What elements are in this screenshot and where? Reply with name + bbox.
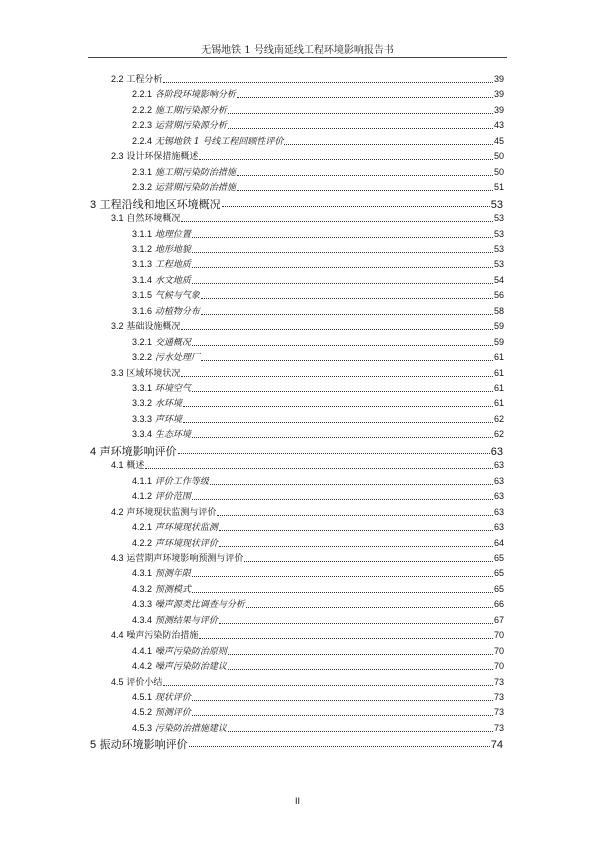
toc-leader-dots	[228, 128, 493, 129]
toc-entry-text: 交通概况	[154, 337, 191, 348]
toc-entry-2-3-1[interactable]	[132, 165, 504, 179]
toc-entry-number: 4.1.2	[132, 491, 153, 502]
toc-entry-4-2-2[interactable]	[132, 536, 504, 550]
page-header: 无锡地铁 1 号线南延线工程环境影响报告书	[201, 45, 394, 56]
toc-entry-number: 4.1.1	[132, 475, 153, 486]
toc-entry-4-3-4[interactable]	[132, 613, 504, 627]
toc-entry-page: 39	[493, 89, 504, 100]
toc-entry-3[interactable]	[90, 196, 503, 210]
toc-entry-4[interactable]	[90, 443, 503, 457]
toc-leader-dots	[192, 499, 493, 500]
toc-entry-3-1-6[interactable]	[132, 304, 504, 318]
toc-entry-3-3-1[interactable]	[132, 381, 504, 395]
toc-entry-4-4-1[interactable]	[132, 644, 504, 658]
toc-entry-title	[132, 566, 191, 579]
toc-entry-page: 53	[493, 213, 504, 224]
toc-entry-page: 53	[493, 228, 504, 239]
toc-entry-3-2-2[interactable]	[132, 350, 504, 364]
toc-entry-text: 声环境现状监测	[154, 523, 218, 534]
toc-entry-number: 3.1.2	[132, 243, 153, 254]
toc-entry-text: 工程地质	[154, 260, 191, 271]
toc-entry-3-3-2[interactable]	[132, 396, 504, 410]
toc-leader-dots	[181, 329, 493, 330]
toc-entry-text: 预测年限	[154, 569, 191, 580]
toc-entry-page: 59	[493, 321, 504, 332]
toc-entry-4-3-3[interactable]	[132, 597, 504, 611]
toc-entry-title	[111, 366, 180, 379]
toc-entry-number: 3.2	[111, 321, 124, 332]
toc-entry-2-3-2[interactable]	[132, 180, 504, 194]
toc-entry-title	[132, 474, 209, 487]
toc-entry-4-5[interactable]	[111, 675, 504, 689]
toc-entry-page: 61	[493, 383, 504, 393]
toc-entry-number: 4.2.1	[132, 522, 153, 533]
toc-leader-dots	[210, 484, 493, 485]
toc-entry-2-2-1[interactable]	[132, 87, 504, 101]
toc-entry-page: 39	[493, 104, 504, 115]
toc-entry-text: 声环境现状监测与评价	[126, 507, 217, 518]
toc-entry-number: 4	[90, 445, 97, 457]
toc-entry-4-2[interactable]	[111, 505, 504, 519]
toc-entry-number: 4.5.1	[132, 692, 153, 702]
toc-entry-title	[132, 180, 236, 193]
toc-leader-dots	[237, 97, 493, 98]
toc-entry-text: 预测结果与评价	[154, 615, 218, 626]
toc-entry-page: 63	[493, 475, 504, 486]
toc-entry-text: 区域环境状况	[126, 368, 181, 379]
toc-entry-number: 3	[90, 198, 97, 210]
toc-entry-3-3-4[interactable]	[132, 427, 504, 441]
toc-entry-page: 70	[493, 630, 504, 641]
toc-entry-page: 50	[493, 166, 504, 177]
toc-leader-dots	[237, 175, 493, 176]
toc-entry-title	[132, 350, 200, 363]
toc-entry-text: 地形地貌	[154, 244, 191, 255]
toc-entry-page: 70	[493, 661, 504, 672]
toc-entry-number: 4.4	[111, 630, 124, 641]
toc-entry-page: 39	[493, 74, 504, 84]
toc-entry-3-1-4[interactable]	[132, 273, 504, 287]
toc-entry-2-2-2[interactable]	[132, 103, 504, 117]
toc-entry-page: 63	[490, 445, 503, 457]
toc-entry-text: 气候与气象	[154, 291, 200, 302]
toc-entry-title	[132, 165, 236, 178]
toc-leader-dots	[222, 206, 490, 207]
toc-entry-number: 4.5.3	[132, 722, 153, 733]
toc-entry-4-3-2[interactable]	[132, 582, 504, 596]
toc-entry-3-1-1[interactable]	[132, 227, 504, 241]
toc-entry-text: 施工期污染防治措施	[154, 167, 236, 178]
toc-entry-number: 3.1.6	[132, 305, 153, 316]
toc-entry-4-4[interactable]	[111, 628, 504, 642]
toc-entry-title	[132, 227, 191, 240]
toc-entry-2-2[interactable]	[111, 72, 504, 86]
toc-leader-dots	[201, 298, 493, 299]
toc-entry-number: 4.2	[111, 506, 124, 517]
toc-leader-dots	[192, 252, 493, 253]
toc-entry-3-1[interactable]	[111, 211, 504, 225]
toc-entry-page: 51	[493, 182, 504, 193]
toc-entry-4-2-1[interactable]	[132, 520, 504, 534]
toc-entry-title	[111, 675, 162, 688]
toc-entry-text: 污水处理厂	[154, 353, 200, 364]
toc-entry-title	[111, 72, 162, 85]
toc-entry-text: 现状评价	[154, 693, 191, 703]
toc-entry-number: 3.1	[111, 213, 124, 224]
toc-entry-text: 噪声污染防治建议	[154, 662, 227, 673]
toc-leader-dots	[192, 437, 493, 438]
toc-leader-dots	[237, 190, 493, 191]
toc-entry-number: 3.1.1	[132, 228, 153, 239]
toc-entry-title	[111, 319, 180, 332]
toc-entry-page: 64	[493, 537, 504, 548]
toc-entry-text: 概述	[126, 461, 145, 472]
toc-entry-4-1-2[interactable]	[132, 489, 504, 503]
toc-entry-text: 评价工作等级	[154, 476, 209, 487]
toc-entry-number: 4.3.3	[132, 599, 153, 610]
toc-entry-title	[111, 149, 198, 162]
toc-leader-dots	[192, 345, 493, 346]
toc-entry-3-1-2[interactable]	[132, 242, 504, 256]
toc-entry-page: 45	[493, 135, 504, 146]
toc-entry-text: 运营期污染源分析	[154, 121, 227, 132]
toc-entry-title	[132, 134, 283, 147]
toc-leader-dots	[244, 561, 493, 562]
toc-entry-number: 2.2.3	[132, 120, 153, 131]
toc-leader-dots	[181, 376, 493, 377]
toc-entry-title	[132, 242, 191, 255]
toc-entry-page: 62	[493, 413, 504, 424]
toc-entry-text: 噪声污染防治原则	[154, 646, 227, 657]
toc-leader-dots	[228, 669, 493, 670]
toc-leader-dots	[219, 546, 493, 547]
toc-entry-title	[90, 443, 177, 457]
toc-entry-page: 65	[493, 552, 504, 563]
toc-entry-text: 噪声源类比调查与分析	[154, 600, 245, 611]
toc-entry-title	[132, 257, 191, 270]
toc-entry-title	[132, 273, 191, 286]
toc-entry-2-2-4[interactable]	[132, 134, 504, 148]
toc-entry-title	[132, 412, 182, 425]
toc-leader-dots	[189, 746, 490, 747]
toc-entry-text: 评价范围	[154, 492, 191, 503]
toc-entry-number: 3.1.4	[132, 274, 153, 285]
toc-entry-title	[111, 551, 243, 564]
toc-entry-title	[132, 304, 200, 317]
toc-entry-4-3-1[interactable]	[132, 566, 504, 580]
toc-entry-number: 4.2.2	[132, 537, 153, 548]
toc-leader-dots	[199, 159, 493, 160]
toc-leader-dots	[228, 113, 493, 114]
toc-entry-3-1-5[interactable]	[132, 288, 504, 302]
toc-leader-dots	[181, 221, 493, 222]
header-rule	[88, 57, 507, 58]
toc-entry-title	[132, 690, 191, 703]
toc-entry-title	[132, 721, 227, 734]
toc-leader-dots	[192, 715, 493, 716]
toc-entry-title	[132, 536, 218, 549]
toc-entry-number: 4.1	[111, 460, 124, 471]
toc-entry-page: 63	[493, 460, 504, 471]
toc-entry-text: 设计环保措施概述	[126, 152, 199, 163]
toc-entry-number: 3.3	[111, 367, 124, 378]
toc-entry-title	[132, 705, 191, 718]
toc-entry-text: 水文地质	[154, 275, 191, 286]
toc-entry-text: 运营期污染防治措施	[154, 183, 236, 194]
toc-entry-number: 2.3.1	[132, 166, 153, 177]
toc-entry-page: 53	[493, 259, 504, 270]
toc-entry-text: 工程分析	[126, 75, 163, 85]
toc-entry-title	[132, 396, 182, 409]
toc-leader-dots	[192, 283, 493, 284]
toc-leader-dots	[178, 453, 490, 454]
toc-entry-number: 4.5.2	[132, 707, 153, 718]
toc-entry-2-2-3[interactable]	[132, 118, 504, 132]
toc-entry-page: 58	[493, 305, 504, 316]
toc-entry-text: 水环境	[154, 399, 182, 410]
toc-entry-title	[111, 505, 216, 518]
toc-entry-number: 3.1.5	[132, 290, 153, 301]
toc-entry-3-2-1[interactable]	[132, 335, 504, 349]
toc-entry-page: 65	[493, 568, 504, 579]
toc-entry-page: 70	[493, 645, 504, 656]
toc-entry-page: 63	[493, 506, 504, 517]
toc-entry-number: 4.4.1	[132, 645, 153, 656]
toc-entry-4-1-1[interactable]	[132, 474, 504, 488]
toc-entry-text: 动植物分布	[154, 306, 200, 317]
toc-entry-number: 3.1.3	[132, 259, 153, 270]
toc-leader-dots	[228, 654, 493, 655]
toc-entry-page: 61	[493, 398, 504, 409]
toc-entry-number: 2.2.4	[132, 135, 153, 146]
toc-entry-text: 工程沿线和地区环境概况	[99, 197, 221, 210]
toc-entry-number: 3.3.3	[132, 413, 153, 424]
toc-entry-text: 运营期声环境影响预测与评价	[126, 553, 244, 564]
toc-leader-dots	[192, 592, 493, 593]
toc-leader-dots	[284, 144, 493, 145]
toc-entry-page: 61	[493, 352, 504, 363]
toc-entry-title	[132, 597, 245, 610]
toc-entry-number: 2.2	[111, 74, 124, 84]
toc-entry-title	[132, 582, 191, 595]
toc-entry-page: 59	[493, 336, 504, 347]
toc-entry-title	[132, 335, 191, 348]
toc-entry-text: 评价小结	[126, 677, 163, 688]
toc-leader-dots	[192, 237, 493, 238]
toc-leader-dots	[201, 314, 493, 315]
toc-entry-text: 各阶段环境影响分析	[154, 90, 236, 101]
toc-entry-4-1[interactable]	[111, 458, 504, 472]
toc-entry-page: 53	[493, 243, 504, 254]
toc-entry-page: 73	[493, 722, 504, 733]
toc-entry-number: 2.2.1	[132, 89, 153, 100]
toc-entry-title	[132, 87, 236, 100]
page-number: II	[294, 796, 300, 806]
toc-entry-title	[132, 118, 227, 131]
toc-entry-number: 4.5	[111, 676, 124, 687]
toc-entry-title	[132, 103, 227, 116]
toc-entry-text: 预测评价	[154, 708, 191, 719]
toc-entry-title	[132, 381, 191, 394]
toc-entry-number: 3.3.2	[132, 398, 153, 409]
toc-entry-number: 3.3.1	[132, 383, 153, 393]
toc-leader-dots	[145, 468, 493, 469]
toc-entry-page: 67	[493, 614, 504, 625]
toc-entry-title	[111, 628, 198, 641]
toc-entry-page: 73	[493, 692, 504, 702]
toc-leader-dots	[183, 406, 493, 407]
toc-entry-text: 污染防治措施建议	[154, 723, 227, 734]
toc-entry-title	[132, 659, 227, 672]
toc-entry-title	[132, 288, 200, 301]
toc-entry-text: 生态环境	[154, 430, 191, 441]
toc-entry-page: 43	[493, 120, 504, 131]
toc-leader-dots	[163, 685, 493, 686]
toc-leader-dots	[192, 576, 493, 577]
toc-entry-4-5-3[interactable]	[132, 721, 504, 735]
toc-entry-number: 4.3.1	[132, 568, 153, 579]
toc-entry-number: 4.3.2	[132, 583, 153, 594]
toc-entry-page: 65	[493, 583, 504, 594]
toc-entry-3-3[interactable]	[111, 366, 504, 380]
toc-entry-text: 基础设施概况	[126, 322, 181, 333]
toc-entry-number: 3.2.2	[132, 352, 153, 363]
toc-leader-dots	[219, 530, 493, 531]
toc-entry-page: 56	[493, 290, 504, 301]
toc-entry-text: 振动环境影响评价	[99, 738, 188, 751]
toc-entry-text: 施工期污染源分析	[154, 105, 227, 116]
toc-entry-text: 噪声污染防治措施	[126, 631, 199, 642]
toc-leader-dots	[246, 607, 493, 608]
toc-entry-number: 3.2.1	[132, 336, 153, 347]
toc-entry-page: 73	[493, 676, 504, 687]
toc-entry-title	[111, 458, 144, 471]
toc-leader-dots	[192, 391, 493, 392]
toc-entry-text: 声环境	[154, 414, 182, 425]
toc-entry-page: 66	[493, 599, 504, 610]
toc-leader-dots	[183, 422, 493, 423]
toc-entry-title	[132, 427, 191, 440]
toc-entry-2-3[interactable]	[111, 149, 504, 163]
toc-entry-page: 54	[493, 274, 504, 285]
toc-entry-text: 预测模式	[154, 584, 191, 595]
toc-entry-page: 62	[493, 429, 504, 440]
toc-entry-3-1-3[interactable]	[132, 257, 504, 271]
toc-entry-number: 3.3.4	[132, 429, 153, 440]
toc-entry-text: 声环境现状评价	[154, 538, 218, 549]
toc-entry-text: 地理位置	[154, 229, 191, 240]
toc-entry-title	[132, 644, 227, 657]
toc-entry-page: 61	[493, 367, 504, 378]
toc-leader-dots	[201, 360, 493, 361]
toc-leader-dots	[199, 638, 493, 639]
toc-entry-number: 4.3	[111, 552, 124, 563]
toc-entry-title	[90, 736, 188, 750]
toc-entry-page: 74	[490, 739, 503, 751]
toc-entry-number: 2.3	[111, 151, 124, 162]
toc-entry-3-2[interactable]	[111, 319, 504, 333]
toc-entry-title	[132, 489, 191, 502]
toc-leader-dots	[192, 267, 493, 268]
toc-entry-text: 自然环境概况	[126, 214, 181, 225]
toc-entry-title	[90, 196, 221, 210]
toc-entry-4-5-1[interactable]	[132, 690, 504, 704]
toc-leader-dots	[163, 82, 493, 83]
toc-entry-page: 63	[493, 522, 504, 533]
toc-entry-number: 2.3.2	[132, 182, 153, 193]
toc-entry-number: 4.3.4	[132, 614, 153, 625]
toc-entry-page: 73	[493, 707, 504, 718]
toc-leader-dots	[192, 700, 493, 701]
toc-entry-title	[111, 211, 180, 224]
toc-entry-4-4-2[interactable]	[132, 659, 504, 673]
toc-entry-4-3[interactable]	[111, 551, 504, 565]
toc-entry-text: 无锡地铁 1 号线工程回顾性评价	[154, 136, 284, 147]
toc-entry-3-3-3[interactable]	[132, 412, 504, 426]
toc-entry-page: 50	[493, 151, 504, 162]
toc-leader-dots	[228, 731, 493, 732]
toc-entry-number: 2.2.2	[132, 104, 153, 115]
toc-entry-number: 5	[90, 739, 97, 751]
toc-entry-4-5-2[interactable]	[132, 705, 504, 719]
toc-entry-text: 环境空气	[154, 384, 191, 394]
toc-leader-dots	[217, 515, 493, 516]
toc-entry-page: 63	[493, 491, 504, 502]
toc-leader-dots	[219, 623, 493, 624]
toc-entry-page: 53	[490, 198, 503, 210]
toc-entry-title	[132, 613, 218, 626]
toc-entry-title	[132, 520, 218, 533]
toc-entry-number: 4.4.2	[132, 661, 153, 672]
toc-entry-text: 声环境影响评价	[99, 444, 177, 457]
toc-entry-5[interactable]	[90, 736, 503, 750]
